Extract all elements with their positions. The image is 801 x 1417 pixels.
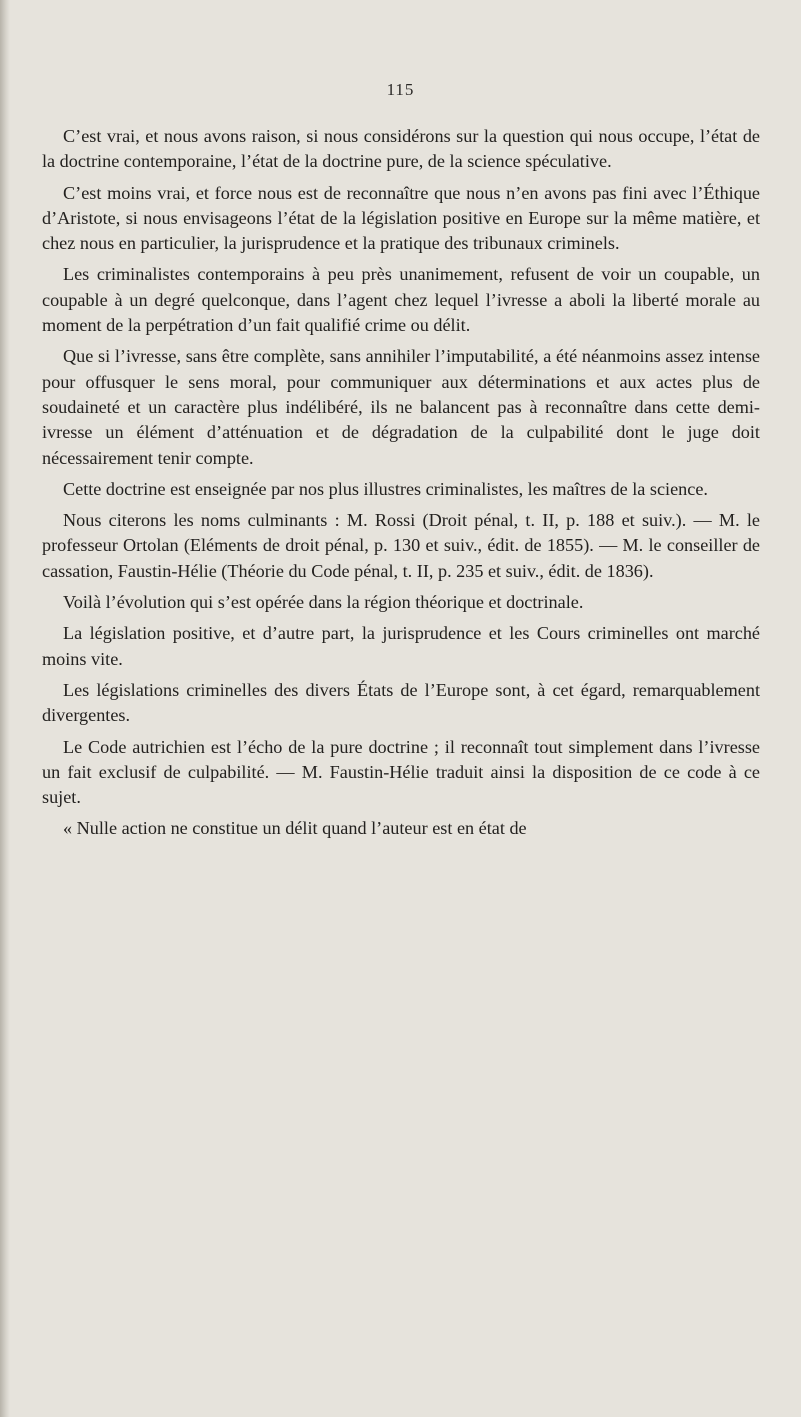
paragraph-7: Voilà l’évolution qui s’est opérée dans la région théorique et doctrinale. — [63, 592, 584, 613]
paragraph-5: Cette doctrine est enseignée par nos plus illustres criminalistes, les maîtres de la science. — [63, 478, 708, 499]
page-number: 115 — [386, 80, 415, 99]
paragraph-10: Le Code autrichien est l’écho de la pure doctrine ; il reconnaît tout simplement dans l’ivresse un fait exclusif de culpabilité. — M. Faustin-Hélie traduit ainsi la disposition de ce code à ce sujet. — [42, 736, 760, 808]
paragraph-3: Les criminalistes contemporains à peu près unanimement, refusent de voir un coupable, un coupable à un degré quelconque, dans l’agent chez lequel l’ivresse a aboli la liberté morale au moment de la perpétration d’un fait qualifié crime ou délit. — [42, 264, 760, 336]
page-binding-edge — [0, 0, 10, 1417]
paragraph-9: Les législations criminelles des divers États de l’Europe sont, à cet égard, remarquablement divergentes. — [42, 679, 760, 726]
body-text — [42, 124, 760, 848]
paragraph-2: C’est moins vrai, et force nous est de reconnaître que nous n’en avons pas fini avec l’Éthique d’Aristote, si nous envisageons l’état de la législation positive en Europe sur la même matière, et chez nous en particulier, la jurisprudence et la pratique des tribunaux criminels. — [42, 182, 760, 254]
paragraph-6: Nous citerons les noms culminants : M. Rossi (Droit pénal, t. II, p. 188 et suiv.). — M. le professeur Ortolan (Eléments de droit pénal, p. 130 et suiv., édit. de 1855). — M. le conseiller de cassation, Faustin-Hélie (Théorie du Code pénal, t. II, p. 235 et suiv., édit. de 1836). — [42, 510, 760, 581]
paragraph-8: La législation positive, et d’autre part, la jurisprudence et les Cours criminelles ont marché moins vite. — [42, 623, 760, 669]
paragraph-4: Que si l’ivresse, sans être complète, sans annihiler l’imputabilité, a été néanmoins assez intense pour offusquer le sens moral, pour communiquer aux déterminations et aux actes plus de soudaineté et un caractère plus indélibéré, ils ne balancent pas à reconnaître dans cette demi-ivresse un élément d’atténuation et de dégradation de la culpabilité dont le juge doit nécessairement tenir compte. — [42, 346, 760, 468]
paragraph-1: C’est vrai, et nous avons raison, si nous considérons sur la question qui nous occupe, l’état de la doctrine contemporaine, l’état de la doctrine pure, de la science spéculative. — [42, 126, 760, 172]
paragraph-11-quote: « Nulle action ne constitue un délit quand l’auteur est en état de — [63, 818, 527, 839]
